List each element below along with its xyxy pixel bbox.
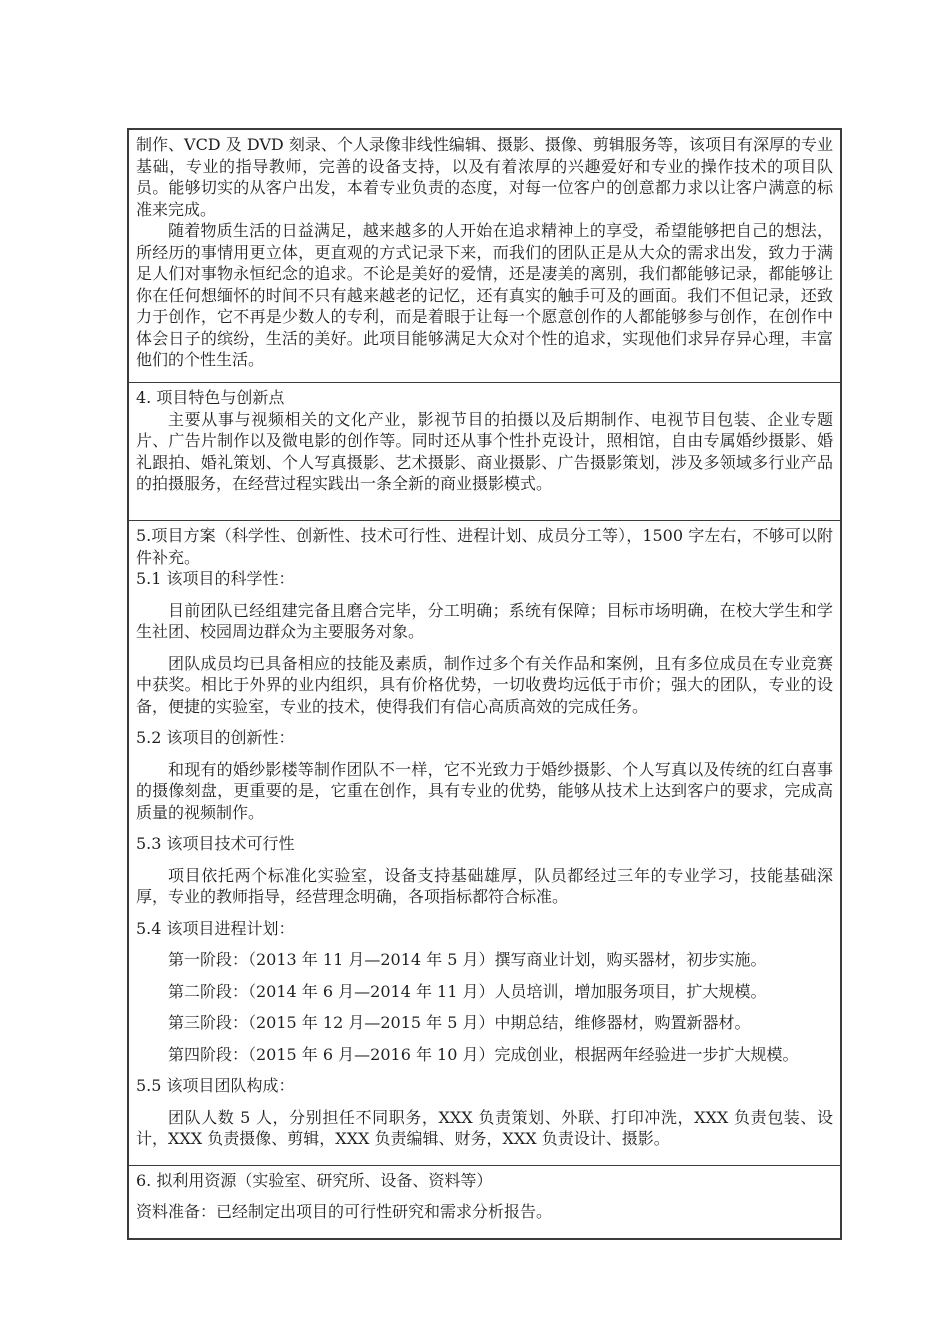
section4-heading: 4. 项目特色与创新点: [136, 388, 285, 407]
section5-4-heading: 5.4 该项目进程计划：: [136, 918, 295, 938]
section5-4-stage-4: 第四阶段：（2015 年 6 月—2016 年 10 月）完成创业，根据两年经验进一步扩大规模。: [168, 1044, 799, 1064]
section5-5-heading: 5.5 该项目团队构成：: [136, 1076, 295, 1095]
project-application-form-table: [127, 128, 842, 1240]
cell-section5-project-plan: [129, 520, 840, 1165]
section5-4-stage-1: 第一阶段：（2013 年 11 月—2014 年 5 月）撰写商业计划，购买器材，初步实施。: [168, 950, 767, 969]
cell-section6-resources: [129, 1165, 840, 1238]
section5-1-paragraph-1: 目前团队已经组建完备且磨合完毕，分工明确；系统有保障；目标市场明确，在校大学生和学生社团、校园周边群众为主要服务对象。: [136, 600, 833, 641]
section5-3-heading: 5.3 该项目技术可行性: [136, 834, 295, 853]
section5-4-stage-3: 第三阶段：（2015 年 12 月—2015 年 5 月）中期总结，维修器材，购置新器材。: [168, 1013, 751, 1032]
section5-4-stage-2: 第二阶段：（2014 年 6 月—2014 年 11 月）人员培训，增加服务项目，扩大规模。: [168, 981, 767, 1001]
section5-5-paragraph: 团队人数 5 人，分别担任不同职务，XXX 负责策划、外联、打印冲洗，XXX 负责包装、设计，XXX 负责摄像、剪辑，XXX 负责编辑、财务，XXX 负责设计、摄影。: [136, 1107, 833, 1148]
section3-continuation-paragraph-2: 随着物质生活的日益满足，越来越多的人开始在追求精神上的享受，希望能够把自己的想法，所经历的事情用更立体，更直观的方式记录下来，而我们的团队正是从大众的需求出发，致力于满足人们对事物永恒纪念的追求。不论是美好的爱情，还是凄美的离别，我们都能够记录，都能够让你在任何想缅怀的时间不只有越来越老的记忆，还有真实的触手可及的画面。我们不但记录，还致力于创作，它不再是少数人的专利，而是着眼于让每一个愿意创作的人都能够参与创作，在创作中体会日子的缤纷，生活的美好。此项目能够满足大众对个性的追求，实现他们求异存异心理，丰富他们的个性生活。: [136, 221, 833, 369]
section5-1-paragraph-2: 团队成员均已具备相应的技能及素质，制作过多个有关作品和案例，且有多位成员在专业竞赛中获奖。相比于外界的业内组织，具有价格优势，一切收费均远低于市价；强大的团队，专业的设备，便捷的实验室，专业的技术，使得我们有信心高质高效的完成任务。: [136, 653, 833, 716]
section5-heading: 5.项目方案（科学性、创新性、技术可行性、进程计划、成员分工等），1500 字左右，不够可以附件补充。: [136, 526, 833, 567]
section5-2-heading: 5.2 该项目的创新性：: [136, 728, 295, 747]
cell-section4-features-innovation: [129, 382, 840, 520]
section5-3-paragraph: 项目依托两个标准化实验室，设备支持基础雄厚，队员都经过三年的专业学习，技能基础深厚，专业的教师指导，经营理念明确，各项指标都符合标准。: [136, 865, 833, 906]
section4-paragraph: 主要从事与视频相关的文化产业，影视节目的拍摄以及后期制作、电视节目包装、企业专题片、广告片制作以及微电影的创作等。同时还从事个性扑克设计，照相馆，自由专属婚纱摄影、婚礼跟拍、婚礼策划、个人写真摄影、艺术摄影、商业摄影、广告摄影策划，涉及多领域多行业产品的拍摄服务，在经营过程实践出一条全新的商业摄影模式。: [136, 409, 833, 493]
section5-2-paragraph: 和现有的婚纱影楼等制作团队不一样，它不光致力于婚纱摄影、个人写真以及传统的红白喜事的摄像刻盘，更重要的是，它重在创作，具有专业的优势，能够从技术上达到客户的要求，完成高质量的视频制作。: [136, 759, 833, 822]
section5-1-heading: 5.1 该项目的科学性：: [136, 569, 295, 588]
section3-continuation-paragraph-1: 制作、VCD 及 DVD 刻录、个人录像非线性编辑、摄影、摄像、剪辑服务等，该项目有深厚的专业基础，专业的指导教师，完善的设备支持，以及有着浓厚的兴趣爱好和专业的操作技术的项目队员。能够切实的从客户出发，本着专业负责的态度，对每一位客户的创意都力求以让客户满意的标准来完成。: [136, 135, 833, 219]
section6-heading: 6. 拟利用资源（实验室、研究所、设备、资料等）: [136, 1170, 493, 1190]
cell-section3-continuation: [129, 130, 840, 382]
section6-paragraph: 资料准备：已经制定出项目的可行性研究和需求分析报告。: [136, 1202, 553, 1221]
